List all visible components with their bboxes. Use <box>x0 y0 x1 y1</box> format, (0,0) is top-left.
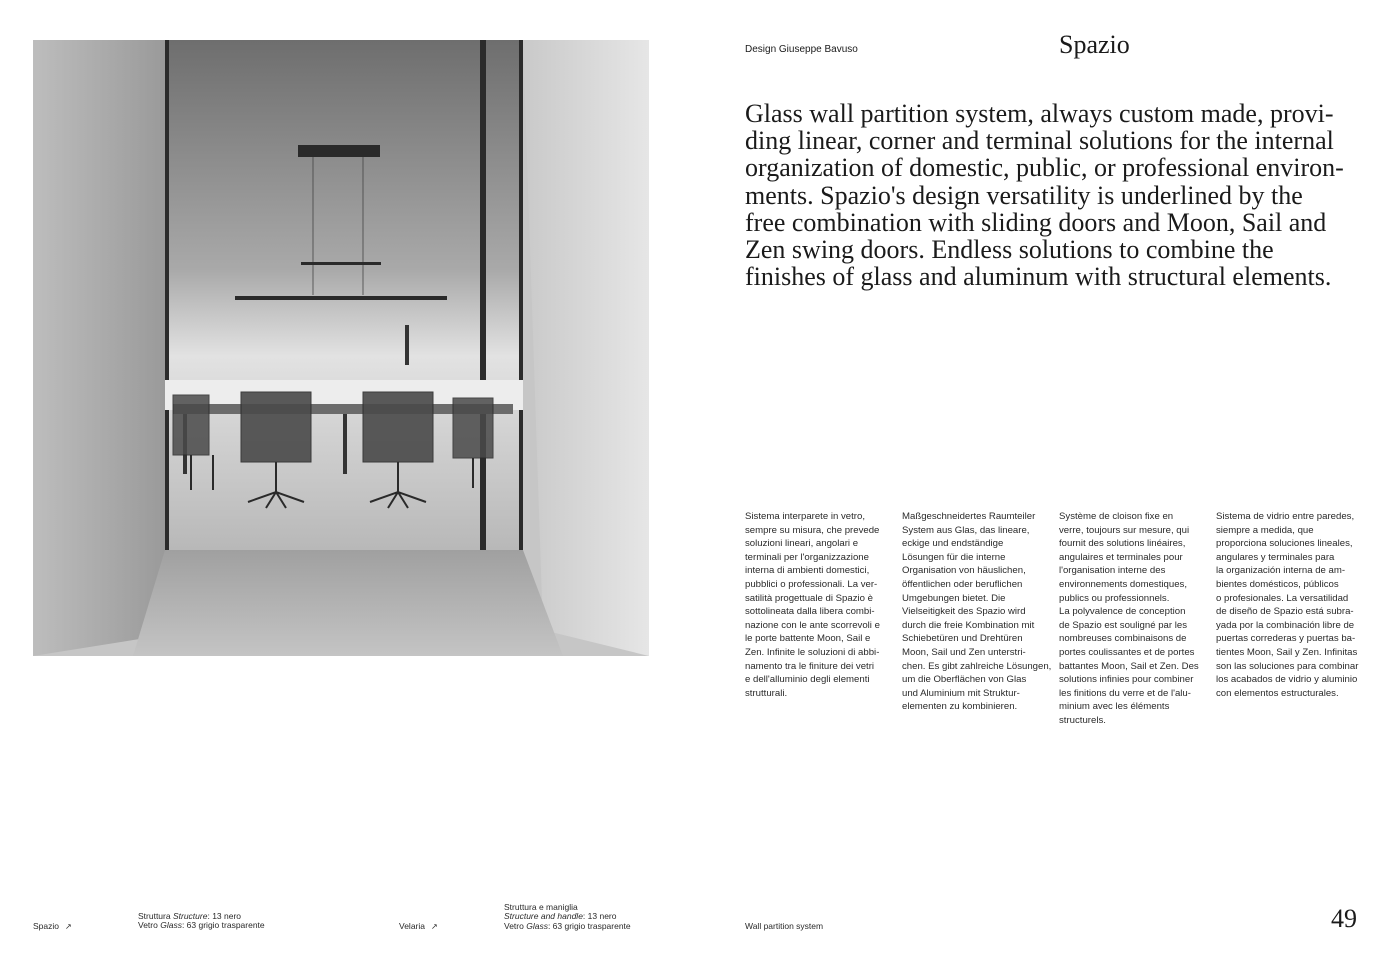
spec-label: Vetro <box>504 920 527 931</box>
arrow-up-right-icon: ↗ <box>431 922 438 931</box>
description-italian <box>745 510 895 700</box>
description-german <box>902 510 1052 714</box>
text-line: Organisation von häuslichen, <box>902 565 1026 577</box>
text-line: o profesionales. La versatilidad <box>1216 592 1349 604</box>
text-line: soluzioni lineari, angolari e <box>745 538 859 550</box>
text-line: puertas correderas y puertas ba- <box>1216 633 1356 645</box>
text-line: l'organisation interne des <box>1059 565 1166 577</box>
designer-credit: Design Giuseppe Bavuso <box>745 44 858 55</box>
text-line: angulares y terminales para <box>1216 551 1335 563</box>
spec-spazio <box>138 912 265 931</box>
text-line: yada por la combinación libre de <box>1216 619 1355 631</box>
text-line: Moon, Sail und Zen unterstri- <box>902 646 1026 658</box>
text-line: fournit des solutions linéaires, <box>1059 538 1186 550</box>
text-line: Maßgeschneidertes Raumteiler <box>902 511 1036 522</box>
text-line: Schiebetüren und Drehtüren <box>902 633 1023 645</box>
spec-velaria <box>504 903 631 931</box>
text-line: sempre su misura, che prevede <box>745 524 880 536</box>
spec-value: : 63 grigio trasparente <box>181 920 265 931</box>
text-line: chen. Es gibt zahlreiche Lösungen, <box>902 660 1052 672</box>
text-line: sottolineata dalla libera combi- <box>745 606 875 618</box>
section-label: Wall partition system <box>745 921 824 931</box>
description-french <box>1059 510 1209 728</box>
spec-value: : 13 nero <box>582 911 617 922</box>
lead-line: organization of domestic, public, or professional environ- <box>745 153 1344 183</box>
text-line: la organización interna de am- <box>1216 565 1346 577</box>
text-line: e dell'alluminio degli elementi <box>745 674 870 686</box>
spec-value: : 63 grigio trasparente <box>547 920 631 931</box>
text-line: bientes domésticos, públicos <box>1216 578 1339 590</box>
product-title: Spazio <box>1059 30 1130 59</box>
text-line: satilità progettuale di Spazio è <box>745 592 873 604</box>
text-line: öffentlichen oder beruflichen <box>902 578 1023 590</box>
text-line: les finitions du verre et de l'alu- <box>1059 687 1191 699</box>
text-line: interna di ambienti domestici, <box>745 565 870 577</box>
lead-line: Glass wall partition system, always custom made, provi- <box>745 99 1334 128</box>
spec-label-en: Structure and handle <box>504 911 583 922</box>
text-line: minium avec les éléments <box>1059 701 1170 713</box>
text-line: Zen. Infinite le soluzioni di abbi- <box>745 646 880 658</box>
spec-heading: Struttura e maniglia <box>504 902 578 912</box>
text-line: System aus Glas, das lineare, <box>902 524 1030 536</box>
text-line: le porte battente Moon, Sail e <box>745 633 871 645</box>
spec-label: Vetro <box>138 920 161 931</box>
text-line: nombreuses combinaisons de <box>1059 633 1187 645</box>
text-line: um die Oberflächen von Glas <box>902 674 1027 686</box>
text-line: con elementos estructurales. <box>1216 687 1339 699</box>
text-line: solutions infinies pour combiner <box>1059 674 1194 686</box>
text-line: proporciona soluciones lineales, <box>1216 538 1353 550</box>
text-line: strutturali. <box>745 687 788 699</box>
lead-line: ding linear, corner and terminal solutions for the internal <box>745 126 1334 156</box>
text-line: son las soluciones para combinar <box>1216 660 1359 672</box>
spec-label: Struttura <box>138 911 173 921</box>
text-line: los acabados de vidrio y aluminio <box>1216 674 1358 686</box>
text-line: Umgebungen bietet. Die <box>902 592 1006 604</box>
text-line: Vielseitigkeit des Spazio wird <box>902 606 1026 618</box>
velaria-link[interactable] <box>399 922 438 931</box>
meeting-room-image <box>33 40 649 656</box>
spazio-link[interactable] <box>33 922 72 931</box>
text-line: Lösungen für die interne <box>902 551 1006 563</box>
lead-line: ments. Spazio's design versatility is underlined by the <box>745 180 1303 210</box>
text-line: environnements domestiques, <box>1059 578 1187 590</box>
hero-photo <box>33 40 649 656</box>
text-line: de Spazio est souligné par les <box>1059 619 1187 631</box>
text-line: durch die freie Kombination mit <box>902 619 1035 631</box>
spec-label-en: Glass <box>160 920 182 931</box>
lead-line: finishes of glass and aluminum with structural elements. <box>745 262 1332 292</box>
text-line: elementen zu kombinieren. <box>902 701 1018 713</box>
arrow-up-right-icon: ↗ <box>65 922 72 931</box>
description-spanish <box>1216 510 1366 700</box>
text-line: La polyvalence de conception <box>1059 606 1186 618</box>
text-line: Sistema de vidrio entre paredes, <box>1216 511 1355 522</box>
text-line: nazione con le ante scorrevoli e <box>745 619 880 631</box>
spec-value: : 13 nero <box>207 911 242 921</box>
text-line: namento tra le finiture dei vetri <box>745 660 875 672</box>
text-line: Sistema interparete in vetro, <box>745 511 865 522</box>
spec-label-en: Glass <box>526 920 548 931</box>
lead-paragraph <box>745 100 1365 290</box>
text-line: pubblici o professionali. La ver- <box>745 578 878 590</box>
text-line: angulaires et terminales pour <box>1059 551 1183 563</box>
spec-label-en: Structure <box>172 911 208 921</box>
text-line: portes coulissantes et de portes <box>1059 646 1195 658</box>
text-line: eckige und endständige <box>902 538 1004 550</box>
text-line: und Aluminium mit Struktur- <box>902 687 1020 699</box>
page-number: 49 <box>1331 904 1357 933</box>
lead-line: Zen swing doors. Endless solutions to combine the <box>745 235 1274 265</box>
text-line: tientes Moon, Sail y Zen. Infinitas <box>1216 646 1358 658</box>
text-line: publics ou professionnels. <box>1059 592 1170 604</box>
text-line: de diseño de Spazio está subra- <box>1216 606 1354 618</box>
text-line: siempre a medida, que <box>1216 524 1314 536</box>
velaria-link-label[interactable]: Velaria <box>399 921 425 931</box>
spazio-link-label[interactable]: Spazio <box>33 921 59 931</box>
lead-line: free combination with sliding doors and Moon, Sail and <box>745 207 1327 237</box>
text-line: structurels. <box>1059 714 1106 726</box>
text-line: battantes Moon, Sail et Zen. Des <box>1059 660 1199 672</box>
text-line: verre, toujours sur mesure, qui <box>1059 524 1190 536</box>
text-line: Système de cloison fixe en <box>1059 511 1174 522</box>
text-line: terminali per l'organizzazione <box>745 551 869 563</box>
